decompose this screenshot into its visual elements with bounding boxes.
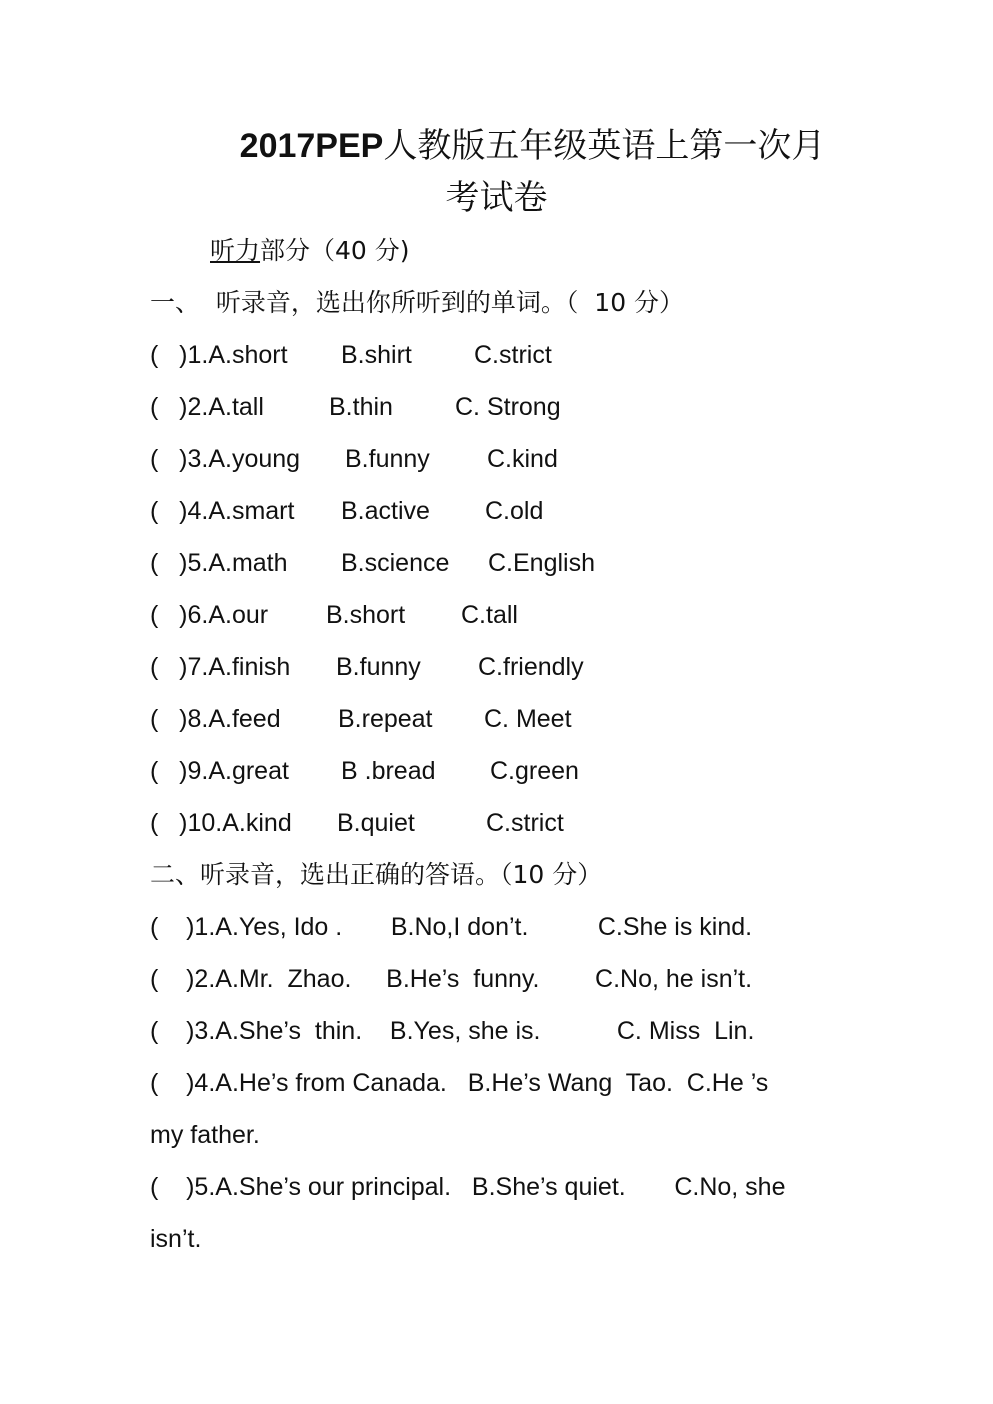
option-c: C. Strong	[455, 393, 561, 421]
option-c: C.green	[490, 757, 579, 785]
listening-section-label	[210, 234, 410, 268]
question-number-option-a: ( )9.A.great	[150, 757, 289, 785]
exam-title-line2: 考试卷	[445, 178, 548, 218]
section1-heading: 一、 听录音，选出你所听到的单词。（ 10 分）	[150, 288, 685, 317]
exam-title-line1	[0, 122, 993, 170]
option-b: B.quiet	[337, 809, 415, 837]
question-number-option-a: ( )4.A.smart	[150, 497, 295, 525]
option-b: B.short	[326, 601, 406, 629]
option-c: C.strict	[474, 341, 552, 369]
list-item	[150, 650, 850, 684]
title-prefix: 2017PEP	[239, 127, 384, 165]
listening-label-underlined: 听力	[210, 236, 261, 265]
option-b: B.funny	[345, 445, 430, 473]
question-number-option-a: ( )5.A.math	[150, 549, 288, 577]
option-b: B.shirt	[341, 341, 412, 369]
question-number-option-a: ( )2.A.tall	[150, 393, 264, 421]
question-number-option-a: ( )3.A.young	[150, 445, 301, 473]
list-item	[150, 390, 850, 424]
list-item	[150, 598, 850, 632]
option-b: B .bread	[341, 757, 436, 785]
option-b: B.active	[341, 497, 430, 525]
section2-question-5-continued: isn’t.	[150, 1225, 202, 1253]
option-b: B.science	[341, 549, 450, 577]
option-c: C.tall	[461, 601, 518, 629]
question-number-option-a: ( )6.A.our	[150, 601, 269, 629]
section2-question-3: ( )3.A.She’s thin. B.Yes, she is. C. Miss Lin.	[150, 1017, 755, 1045]
title-text: 人教版五年级英语上第一次月	[383, 126, 826, 166]
list-item	[150, 754, 850, 788]
section2-question-5: ( )5.A.She’s our principal. B.She’s quiet. C.No, she	[150, 1173, 786, 1201]
list-item	[150, 442, 850, 476]
section2-question-4: ( )4.A.He’s from Canada. B.He’s Wang Tao. C.He ’s	[150, 1069, 769, 1097]
list-item	[150, 546, 850, 580]
option-b: B.repeat	[338, 705, 433, 733]
section2-question-1: ( )1.A.Yes, Ido . B.No,I don’t. C.She is kind.	[150, 913, 753, 941]
section2-question-4-continued: my father.	[150, 1121, 260, 1149]
option-c: C.old	[485, 497, 544, 525]
listening-label-rest: 部分（40 分)	[260, 236, 410, 265]
list-item	[150, 494, 850, 528]
option-c: C. Meet	[484, 705, 572, 733]
question-number-option-a: ( )7.A.finish	[150, 653, 291, 681]
option-b: B.funny	[336, 653, 421, 681]
section2-question-2: ( )2.A.Mr. Zhao. B.He’s funny. C.No, he isn’t.	[150, 965, 753, 993]
option-c: C.strict	[486, 809, 564, 837]
option-c: C.kind	[487, 445, 558, 473]
list-item	[150, 806, 850, 840]
section2-heading: 二、听录音，选出正确的答语。（10 分）	[150, 860, 603, 889]
question-number-option-a: ( )8.A.feed	[150, 705, 281, 733]
option-c: C.English	[488, 549, 595, 577]
list-item	[150, 338, 850, 372]
question-number-option-a: ( )1.A.short	[150, 341, 288, 369]
list-item	[150, 702, 850, 736]
option-c: C.friendly	[478, 653, 584, 681]
question-number-option-a: ( )10.A.kind	[150, 809, 292, 837]
option-b: B.thin	[329, 393, 393, 421]
